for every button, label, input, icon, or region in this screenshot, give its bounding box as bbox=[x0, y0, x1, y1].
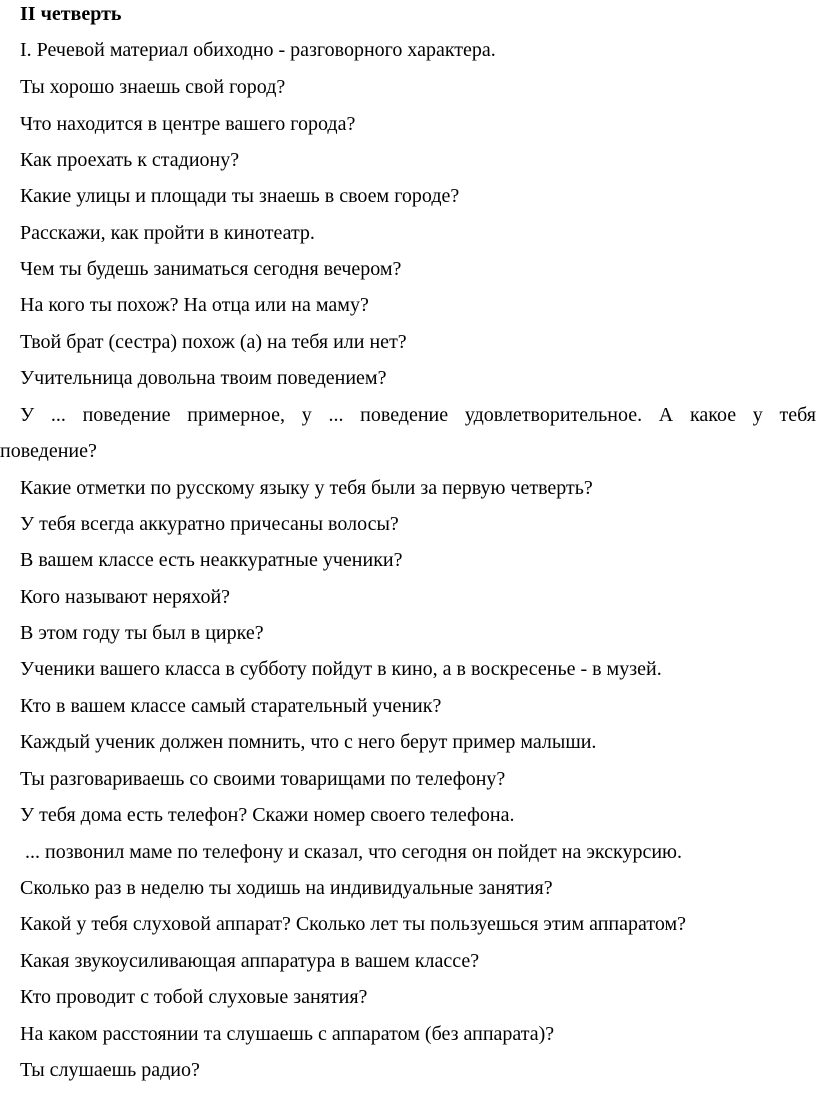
question-line: На кого ты похож? На отца или на маму? bbox=[20, 294, 369, 316]
question-line: Ученики вашего класса в субботу пойдут в кино, а в воскресенье - в музей. bbox=[20, 658, 662, 680]
section-heading: II четверть bbox=[20, 3, 122, 25]
question-line: Кто проводит с тобой слуховые занятия? bbox=[20, 986, 368, 1008]
question-line: Что находится в центре вашего города? bbox=[20, 113, 356, 135]
question-line: У тебя дома есть телефон? Скажи номер своего телефона. bbox=[20, 804, 515, 826]
question-line: Кто в вашем классе самый старательный ученик? bbox=[20, 695, 442, 717]
intro-line: I. Речевой материал обиходно - разговорного характера. bbox=[20, 39, 496, 61]
question-line: Кого называют неряхой? bbox=[20, 586, 231, 608]
question-line: Какая звукоусиливающая аппаратура в вашем классе? bbox=[20, 950, 480, 972]
question-line: Каждый ученик должен помнить, что с него берут пример малыши. bbox=[20, 731, 597, 753]
question-line: Чем ты будешь заниматься сегодня вечером? bbox=[20, 258, 402, 280]
question-line: Как проехать к стадиону? bbox=[20, 149, 240, 171]
question-line: Какие отметки по русскому языку у тебя были за первую четверть? bbox=[20, 477, 593, 499]
question-line: Какие улицы и площади ты знаешь в своем городе? bbox=[20, 185, 460, 207]
question-line: Какой у тебя слуховой аппарат? Сколько лет ты пользуешься этим аппаратом? bbox=[20, 913, 686, 935]
question-line: В этом году ты был в цирке? bbox=[20, 622, 264, 644]
question-line: Твой брат (сестра) похож (а) на тебя или нет? bbox=[20, 331, 407, 353]
question-line: Ты слушаешь радио? bbox=[20, 1059, 200, 1081]
wrapped-line-first: У ... поведение примерное, у ... поведение удовлетворительное. А какое у тебя bbox=[20, 404, 816, 426]
question-line: ... позвонил маме по телефону и сказал, что сегодня он пойдет на экскурсию. bbox=[20, 841, 682, 863]
question-line: На каком расстоянии та слушаешь с аппаратом (без аппарата)? bbox=[20, 1023, 555, 1045]
question-line: Учительница довольна твоим поведением? bbox=[20, 367, 387, 389]
question-line: Расскажи, как пройти в кинотеатр. bbox=[20, 222, 315, 244]
wrapped-line-second: поведение? bbox=[0, 440, 97, 462]
question-line: У тебя всегда аккуратно причесаны волосы? bbox=[20, 513, 399, 535]
question-line: В вашем классе есть неаккуратные ученики? bbox=[20, 549, 403, 571]
question-line: Ты разговариваешь со своими товарищами по телефону? bbox=[20, 768, 506, 790]
question-line: Сколько раз в неделю ты ходишь на индивидуальные занятия? bbox=[20, 877, 553, 899]
question-line: Ты хорошо знаешь свой город? bbox=[20, 76, 286, 98]
